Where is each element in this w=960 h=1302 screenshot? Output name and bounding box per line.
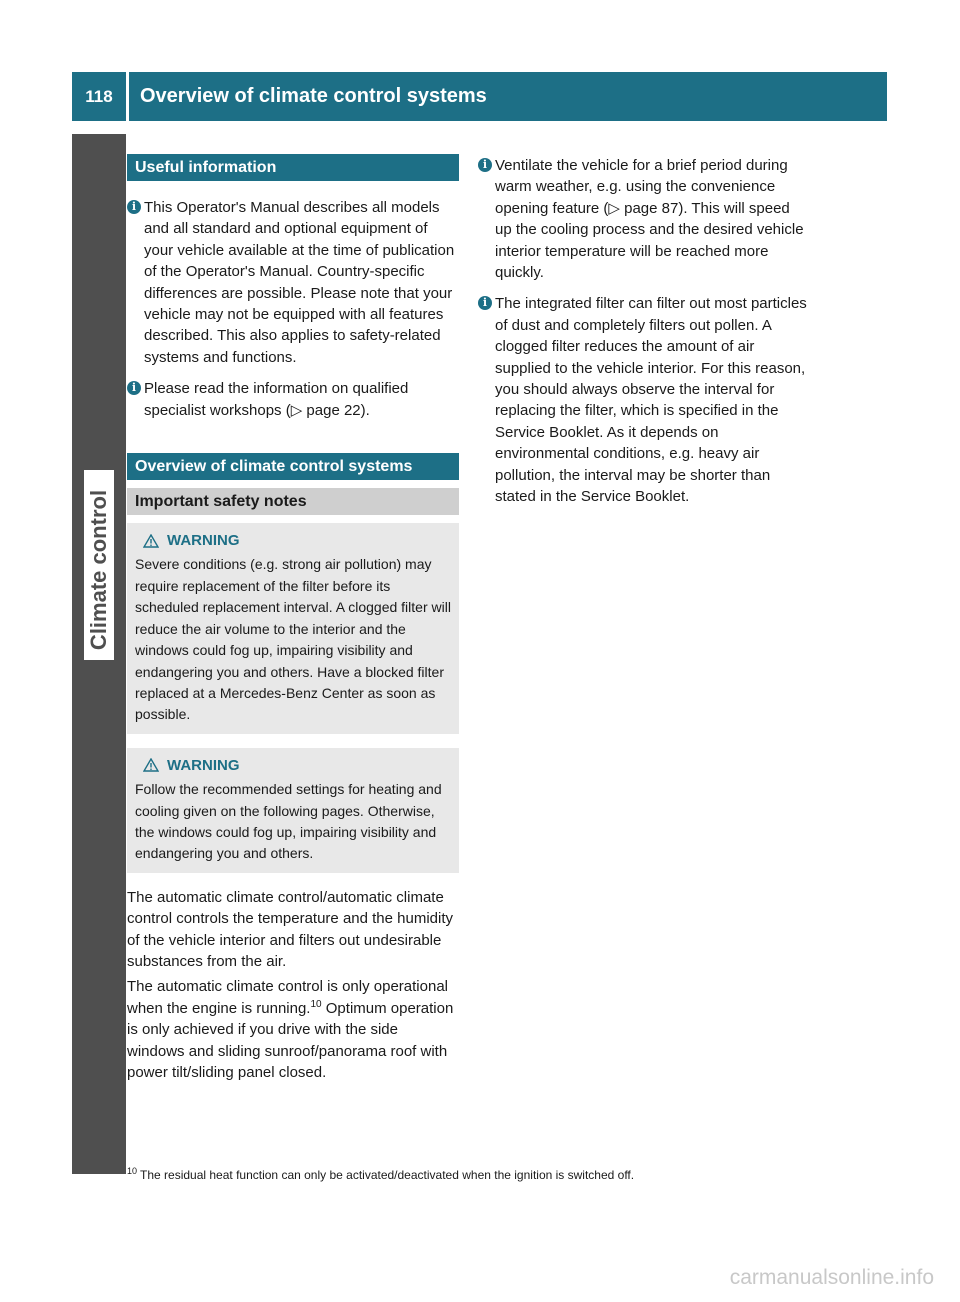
info-note <box>127 197 459 368</box>
useful-information-heading: Useful information <box>127 154 459 181</box>
info-note-text: This Operator's Manual describes all models and all standard and optional equipment of your vehicle available at the time of publication of the Operator's Manual. Country-specific differences are possible. Please note that your vehicle may not be equipped with all features described. This also applies to safety-related systems and functions. <box>144 199 455 366</box>
info-note <box>478 293 810 507</box>
footnote <box>127 1167 887 1183</box>
overview-heading: Overview of climate control systems <box>127 453 459 480</box>
body-paragraph: The automatic climate control/automatic climate control controls the temperature and the humidity of the vehicle interior and filters out undesirable substances from the air. <box>127 888 454 970</box>
safety-notes-heading: Important safety notes <box>127 488 459 515</box>
warning-title-text: WARNING <box>167 756 240 774</box>
warning-triangle-icon <box>143 534 159 548</box>
body-paragraph <box>127 976 459 1083</box>
warning-text: Severe conditions (e.g. strong air pollution) may require replacement of the filter before its scheduled replacement interval. A clogged filter will reduce the air volume to the interior and the windows could fog up, impairing visibility and endangering you and others. Have a blocked filter replaced at a Mercedes-Benz Center as soon as possible. <box>135 556 451 723</box>
warning-title <box>135 755 451 776</box>
page-header-title: Overview of climate control systems <box>129 72 887 121</box>
side-tab-label <box>72 475 126 665</box>
warning-title-text: WARNING <box>167 532 240 550</box>
page-number: 118 <box>72 72 126 121</box>
warning-triangle-icon <box>143 758 159 772</box>
info-note <box>478 155 810 283</box>
info-icon: i <box>478 296 492 310</box>
info-note <box>127 378 459 421</box>
warning-title <box>135 530 451 551</box>
side-tab-label-text: Climate control <box>86 489 111 651</box>
body-paragraph-text: Optimum operation is only achieved if you drive with the side windows and sliding sunroof/panorama roof with power tilt/sliding panel closed. <box>127 999 454 1081</box>
footnote-text: The residual heat function can only be activated/deactivated when the ignition is switched off. <box>140 1168 635 1182</box>
info-note-text: The integrated filter can filter out most particles of dust and completely filters out pollen. A clogged filter reduces the amount of air supplied to the vehicle interior. For this reason, you should always observe the interval for replacing the filter, which is specified in the Service Booklet. As it depends on environmental conditions, e.g. heavy air pollution, the interval may be shorter than stated in the Service Booklet. <box>495 295 807 506</box>
right-column <box>478 155 810 518</box>
left-column <box>127 154 459 1087</box>
info-icon: i <box>127 381 141 395</box>
info-note-text: Ventilate the vehicle for a brief period during warm weather, e.g. using the convenience opening feature (▷ page 87). This will speed up the cooling process and the desired vehicle interior temperature will be reached more quickly. <box>495 157 804 282</box>
footnote-number: 10 <box>127 1166 138 1176</box>
warning-box <box>127 748 459 873</box>
info-icon: i <box>478 158 492 172</box>
info-icon: i <box>127 200 141 214</box>
info-note-text: Please read the information on qualified specialist workshops (▷ page 22). <box>144 380 409 419</box>
footnote-reference: 10 <box>310 998 322 1010</box>
warning-box <box>127 523 459 734</box>
body-paragraph-text: The automatic climate control is only operational when the engine is running. <box>127 978 448 1017</box>
watermark: carmanualsonline.info <box>729 1266 934 1289</box>
warning-text: Follow the recommended settings for heating and cooling given on the following pages. Otherwise, the windows could fog up, impairing visibility and endangering you and others. <box>135 781 442 862</box>
